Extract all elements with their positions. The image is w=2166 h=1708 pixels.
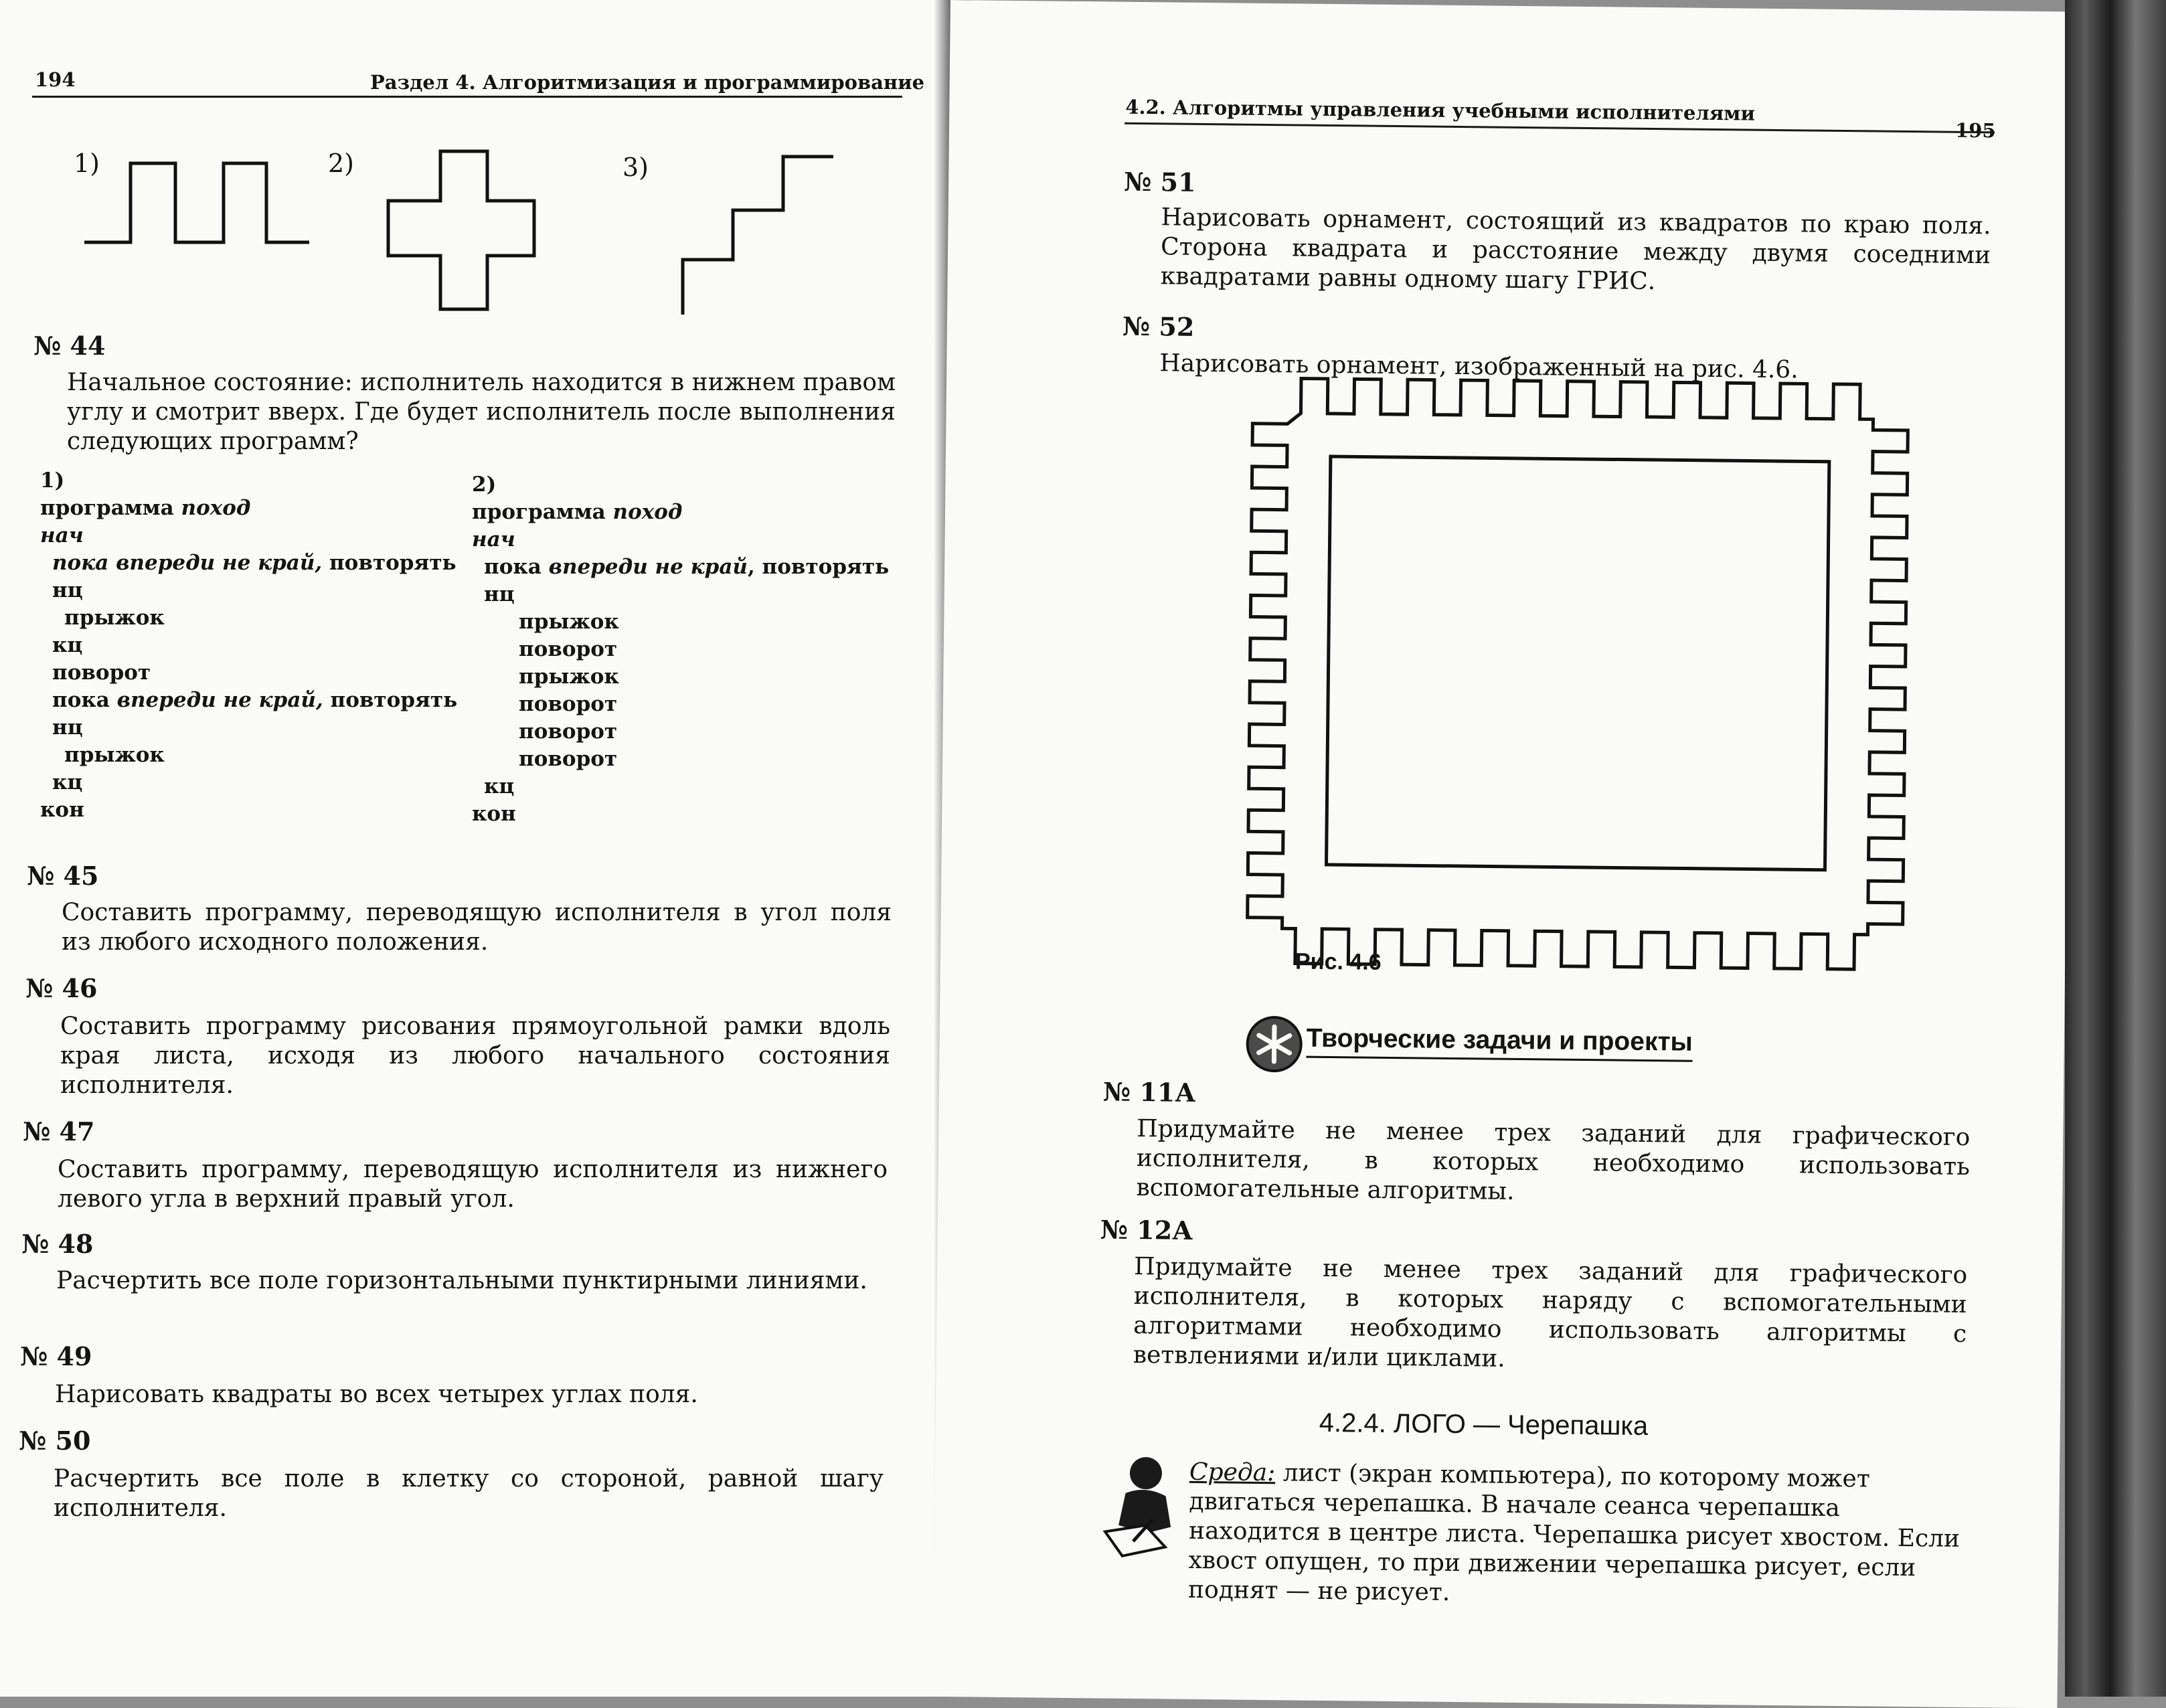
code-line: прыжок [519, 665, 619, 689]
code-line: повторять [323, 688, 458, 712]
project-12a-text: Придумайте не менее трех заданий для графического исполнителя, в которых наряду с вспомогательными алгоритмами необходимо использовать алгоритмы с ветвлениями и/или циклами. [1133, 1252, 1968, 1373]
exercise-52-number: № 52 [1122, 311, 1195, 342]
project-12a-number: № 12А [1100, 1214, 1193, 1246]
person-writing-icon [1098, 1452, 1180, 1560]
asterisk-badge-icon [1244, 1014, 1305, 1075]
ornament-outer-border [1247, 378, 1908, 970]
code-line: программа [472, 500, 613, 524]
exercise-47-number: № 47 [23, 1116, 95, 1146]
right-page [932, 0, 2074, 1708]
code-line: поворот [519, 719, 618, 744]
code-line: прыжок [519, 610, 619, 634]
code-line: нач [40, 523, 84, 547]
environment-label: Среда: [1189, 1458, 1276, 1487]
program-1 [40, 467, 457, 824]
exercise-46-text: Составить программу рисования прямоугольной рамки вдоль края листа, исходя из любого начального состояния исполнителя. [60, 1013, 890, 1099]
code-line: нач [472, 527, 515, 551]
code-line-em: поход [181, 496, 251, 520]
exercise-46-number: № 46 [25, 973, 98, 1003]
code-line: пока [484, 555, 549, 579]
figure-label-1: 1) [74, 149, 100, 178]
page-number-left: 194 [35, 68, 76, 91]
environment-text: лист (экран компьютера), по которому может двигаться черепашка. В начале сеанса черепашка находится в центре листа. Черепашка рисует хвостом. Если хвост опущен, то при движении черепашка рисует, если поднят — не рисует. [1187, 1459, 1961, 1606]
code-line: кц [52, 633, 83, 657]
figure-cross [388, 151, 534, 309]
running-head-right: 4.2. Алгоритмы управления учебными исполнителями [1125, 95, 1756, 125]
code-line-em: пока впереди не край, [52, 551, 323, 575]
exercise-47-text: Составить программу, переводящую исполнителя из нижнего левого угла в верхний правый угол. [58, 1156, 888, 1213]
code-line: кон [40, 798, 84, 822]
code-line: кц [484, 774, 515, 798]
exercise-49-text: Нарисовать квадраты во всех четырех углах поля. [55, 1381, 698, 1408]
exercise-51-number: № 51 [1123, 166, 1196, 197]
page-number-right: 195 [1954, 118, 1996, 143]
exercise-50-text: Расчертить все поле в клетку со стороной, равной шагу исполнителя. [54, 1465, 884, 1522]
project-11a-text: Придумайте не менее трех заданий для графического исполнителя, в которых необходимо использовать вспомогательные алгоритмы. [1136, 1115, 1971, 1205]
creative-heading: Творческие задачи и проекты [1306, 1024, 1693, 1062]
code-line: нц [484, 582, 515, 606]
section-heading: 4.2.4. ЛОГО — Черепашка [1319, 1407, 1649, 1442]
trajectory-figures [0, 0, 950, 335]
code-line-em: впереди не край [548, 555, 748, 579]
program-1-label: 1) [40, 468, 65, 493]
program-2-label: 2) [472, 473, 497, 497]
code-line: прыжок [64, 606, 165, 630]
exercise-50-number: № 50 [19, 1426, 91, 1456]
code-line: повторять [322, 551, 456, 575]
running-head-left: Раздел 4. Алгоритмизация и программирование [370, 71, 925, 94]
code-line: пока [52, 688, 117, 712]
program-2 [472, 471, 889, 828]
code-line: поворот [52, 661, 151, 685]
exercise-49-number: № 49 [20, 1341, 92, 1371]
left-page [0, 0, 950, 1697]
ornament-inner-square [1327, 456, 1829, 870]
code-line: , повторять [747, 555, 890, 579]
code-line-em: поход [612, 500, 683, 524]
code-line-em: впереди не край, [116, 688, 323, 712]
figure-label-3: 3) [622, 153, 649, 182]
ornament-figure [940, 0, 2075, 1016]
figure-meander [84, 163, 309, 242]
figure-caption: Рис. 4.6 [1295, 948, 1382, 975]
exercise-45-text: Составить программу, переводящую исполнителя в угол поля из любого исходного положения. [62, 899, 892, 956]
code-line: кц [52, 770, 83, 794]
exercise-44-number: № 44 [33, 331, 106, 361]
code-line: поворот [519, 692, 618, 716]
code-line: кон [472, 802, 516, 826]
code-line: нц [52, 715, 83, 740]
exercise-48-text: Расчертить все поле горизонтальными пунктирными линиями. [56, 1267, 867, 1294]
figure-label-2: 2) [328, 149, 355, 178]
exercise-45-number: № 45 [27, 861, 99, 891]
project-11a-number: № 11А [1102, 1076, 1196, 1108]
exercise-51-text: Нарисовать орнамент, состоящий из квадратов по краю поля. Сторона квадрата и расстояние между двумя соседними квадратами равны одному шагу ГРИС. [1160, 203, 1991, 296]
environment-paragraph [1188, 1458, 1966, 1613]
exercise-48-number: № 48 [21, 1229, 94, 1259]
code-line: поворот [519, 637, 618, 661]
code-line: прыжок [64, 743, 165, 767]
code-line: нц [52, 578, 83, 602]
book-edge [2065, 0, 2166, 1697]
exercise-44-text: Начальное состояние: исполнитель находится в нижнем правом углу и смотрит вверх. Где будет исполнитель после выполнения следующих программ? [67, 369, 896, 455]
figure-staircase [683, 157, 833, 315]
code-line: программа [40, 496, 181, 520]
exercise-52-text: Нарисовать орнамент, изображенный на рис. 4.6. [1159, 349, 1799, 384]
code-line: поворот [519, 747, 618, 771]
